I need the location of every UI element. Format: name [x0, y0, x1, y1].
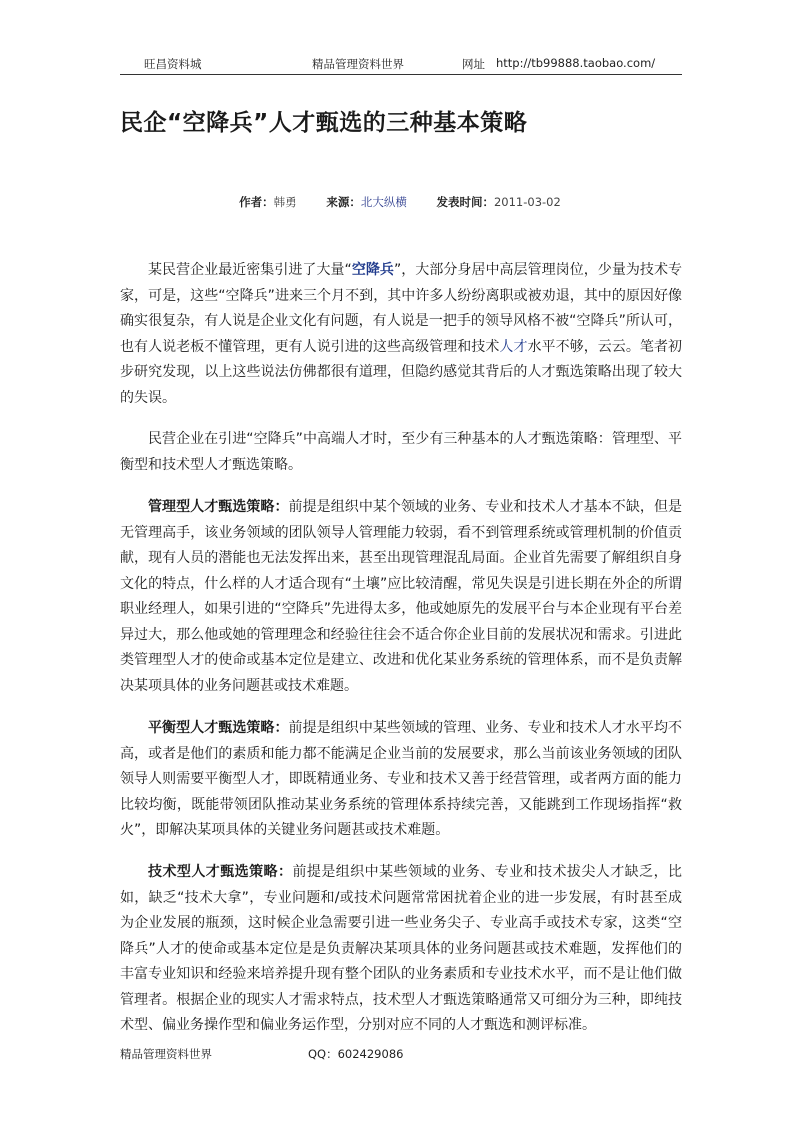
paragraph-balanced-strategy: [120, 716, 682, 844]
footer-qq: QQ：602429086: [308, 1047, 404, 1061]
page-header: [120, 56, 682, 74]
author-value: 韩勇: [273, 195, 297, 209]
intro-text-c: 水平不够，云云。笔者初步研究发现，以上这些说法仿佛都很有道理，但隐约感觉其背后的人才甄选策略出现了较大的失误。: [120, 338, 683, 406]
source-link[interactable]: 北大纵横: [360, 195, 407, 209]
header-divider: [120, 74, 682, 75]
header-url-link[interactable]: http://tb99888.taobao.com/: [496, 56, 656, 70]
paragraph-technical-strategy: [120, 860, 682, 1039]
keyword-link-airborne[interactable]: 空降兵: [351, 262, 394, 278]
paragraph-management-strategy: [120, 495, 682, 699]
paragraph-overview: [120, 427, 682, 478]
page-footer: [120, 1046, 403, 1062]
overview-text: 民营企业在引进“空降兵”中高端人才时，至少有三种基本的人才甄选策略：管理型、平衡型和技术型人才甄选策略。: [120, 431, 682, 473]
date-value: 2011-03-02: [493, 195, 561, 209]
paragraph-intro: [120, 258, 682, 411]
source-label: 来源：: [326, 195, 361, 209]
header-shop-name: 旺昌资料城: [144, 57, 202, 71]
management-strategy-label: 管理型人才甄选策略：: [148, 499, 289, 515]
header-url-label: 网址: [462, 57, 485, 71]
footer-world-name: 精品管理资料世界: [120, 1047, 212, 1061]
header-world-name: 精品管理资料世界: [312, 57, 404, 71]
balanced-strategy-text: 前提是组织中某些领域的管理、业务、专业和技术人才水平均不高，或者是他们的素质和能力都不能满足企业当前的发展要求，那么当前该业务领域的团队领导人则需要平衡型人才，即既精通业务、专业和技术又善于经营管理，或者两方面的能力比较均衡，既能带领团队推动某业务系统的管理体系持续完善，又能跳到工作现场指挥“救火”，即解决某项具体的关键业务问题甚或技术难题。: [120, 720, 683, 838]
technical-strategy-label: 技术型人才甄选策略：: [148, 864, 293, 880]
intro-text-a: 某民营企业最近密集引进了大量“: [148, 262, 352, 278]
author-label: 作者：: [239, 195, 274, 209]
article-title: 民企“空降兵”人才甄选的三种基本策略: [120, 110, 528, 136]
keyword-link-talent[interactable]: 人才: [499, 338, 528, 355]
balanced-strategy-label: 平衡型人才甄选策略：: [148, 720, 289, 736]
date-label: 发表时间：: [436, 195, 494, 209]
article-meta: [0, 194, 800, 210]
management-strategy-text: 前提是组织中某个领域的业务、专业和技术人才基本不缺，但是无管理高手，该业务领域的团队领导人管理能力较弱，看不到管理系统或管理机制的价值贡献，现有人员的潜能也无法发挥出来，甚至出现管理混乱局面。企业首先需要了解组织自身文化的特点，什么样的人才适合现有“土壤”应比较清醒，常见失误是引进长期在外企的所谓职业经理人，如果引进的“空降兵”先进得太多，他或她原先的发展平台与本企业现有平台差异过大，那么他或她的管理理念和经验往往会不适合你企业目前的发展状况和需求。引进此类管理型人才的使命或基本定位是建立、改进和优化某业务系统的管理体系，而不是负责解决某项具体的业务问题甚或技术难题。: [120, 499, 683, 694]
intro-text-b: ”，大部分身居中高层管理岗位，少量为技术专家，可是，这些“空降兵”进来三个月不到，其中许多人纷纷离职或被劝退，其中的原因好像确实很复杂，有人说是企业文化有问题，有人说是一把手的领导风格不被“空降兵”所认可，也有人说老板不懂管理，更有人说引进的这些高级管理和技术: [120, 262, 682, 355]
technical-strategy-text: 前提是组织中某些领域的业务、专业和技术拔尖人才缺乏，比如，缺乏“技术大拿”，专业问题和/或技术问题常常困扰着企业的进一步发展，有时甚至成为企业发展的瓶颈，这时候企业急需要引进一些业务尖子、专业高手或技术专家，这类“空降兵”人才的使命或基本定位是是负责解决某项具体的业务问题甚或技术难题，发挥他们的丰富专业知识和经验来培养提升现有整个团队的业务素质和专业技术水平，而不是让他们做管理者。根据企业的现实人才需求特点，技术型人才甄选策略通常又可细分为三种，即纯技术型、偏业务操作型和偏业务运作型，分别对应不同的人才甄选和测评标准。: [120, 864, 683, 1033]
